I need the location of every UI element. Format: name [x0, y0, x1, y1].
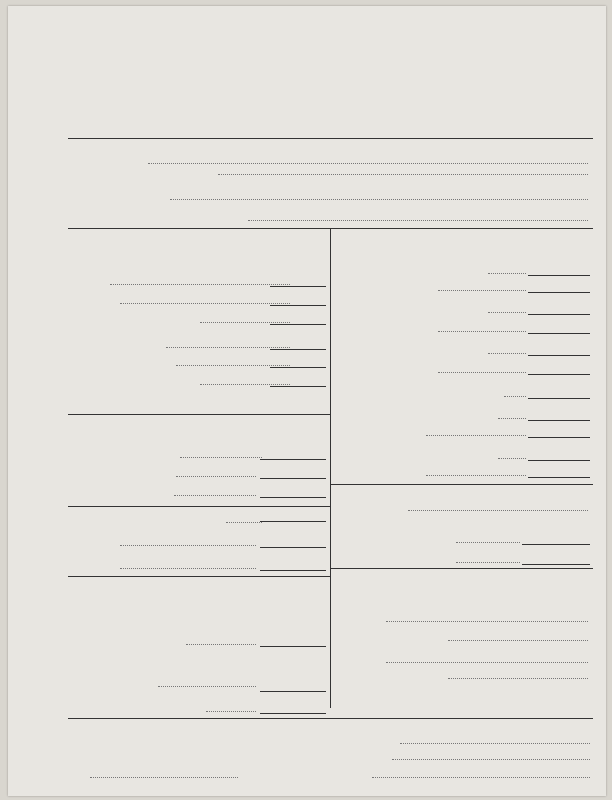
- q16-leader: [488, 273, 526, 274]
- column-divider: [330, 228, 331, 708]
- official-title-field: [392, 759, 590, 760]
- q29-field[interactable]: [448, 640, 588, 641]
- schools-bottom-rule: [330, 484, 593, 485]
- q15-leader: [206, 711, 256, 712]
- q6-answer-line: [270, 386, 326, 387]
- q13-leader: [186, 644, 256, 645]
- q22-answer-line: [528, 398, 590, 399]
- q14-answer-line[interactable]: [260, 691, 326, 692]
- q22-leader: [504, 396, 526, 397]
- q17-answer-line: [528, 292, 590, 293]
- q6-leader: [200, 384, 290, 385]
- q3-answer-line: [270, 324, 326, 325]
- q15-answer-line: [260, 713, 326, 714]
- q27-answer-line: [522, 564, 590, 565]
- q26-leader: [456, 542, 520, 543]
- q27-leader: [456, 562, 520, 563]
- q10-leader: [226, 522, 262, 523]
- q16-answer-line: [528, 275, 590, 276]
- q2-leader: [120, 303, 290, 304]
- q7-answer-line: [260, 459, 326, 460]
- local-name-field[interactable]: [170, 199, 588, 200]
- city-field[interactable]: [248, 220, 588, 221]
- q20-leader: [488, 353, 526, 354]
- q1-leader: [110, 284, 290, 285]
- q19-answer-line: [528, 333, 590, 334]
- q9-answer-line: [260, 497, 326, 498]
- q26-answer-line[interactable]: [522, 544, 590, 545]
- q18-answer-line: [528, 314, 590, 315]
- q21-answer-line: [528, 374, 590, 375]
- signature-field: [400, 743, 590, 744]
- q9-leader: [174, 495, 256, 496]
- q4-leader: [166, 347, 290, 348]
- q1-answer-line: [270, 286, 326, 287]
- q19-leader: [438, 331, 526, 332]
- q24b-answer-line[interactable]: [528, 477, 590, 478]
- po-address-field: [372, 777, 590, 778]
- q24b-leader: [426, 475, 526, 476]
- pastor-mid-rule: [330, 568, 593, 569]
- q28-field[interactable]: [386, 621, 588, 622]
- q18-leader: [488, 312, 526, 313]
- q23b-leader: [426, 435, 526, 436]
- q8-answer-line: [260, 478, 326, 479]
- q12-leader: [120, 568, 256, 569]
- q8-leader: [176, 476, 256, 477]
- q14-leader: [158, 686, 256, 687]
- q24a-leader: [498, 458, 526, 459]
- q23a-leader: [498, 418, 526, 419]
- q4-answer-line: [270, 349, 326, 350]
- q13-answer-line[interactable]: [260, 646, 326, 647]
- denomination-field[interactable]: [148, 163, 588, 164]
- q20-answer-line: [528, 355, 590, 356]
- membership-bottom-rule: [68, 414, 330, 415]
- q31-field[interactable]: [448, 678, 588, 679]
- q11-answer-line: [260, 547, 326, 548]
- q12-answer-line: [260, 570, 326, 571]
- q2-answer-line: [270, 305, 326, 306]
- q21-leader: [438, 372, 526, 373]
- q25-field: [408, 510, 588, 511]
- q3-leader: [200, 322, 290, 323]
- buildings-bottom-rule: [68, 576, 330, 577]
- q23a-answer-line: [528, 420, 590, 421]
- buildings-mid-rule: [68, 506, 330, 507]
- q10-answer-line[interactable]: [260, 521, 326, 522]
- q17-leader: [438, 290, 526, 291]
- header-rule: [68, 138, 593, 139]
- q7-leader: [180, 457, 262, 458]
- q5-answer-line: [270, 367, 326, 368]
- signature-top-rule: [68, 718, 593, 719]
- q24a-answer-line: [528, 460, 590, 461]
- census-schedule-sheet: [8, 6, 606, 796]
- date-field: [90, 777, 238, 778]
- q23b-answer-line[interactable]: [528, 437, 590, 438]
- q30-field[interactable]: [386, 662, 588, 663]
- q11-leader: [120, 545, 256, 546]
- division-field[interactable]: [218, 174, 588, 175]
- q5-leader: [176, 365, 290, 366]
